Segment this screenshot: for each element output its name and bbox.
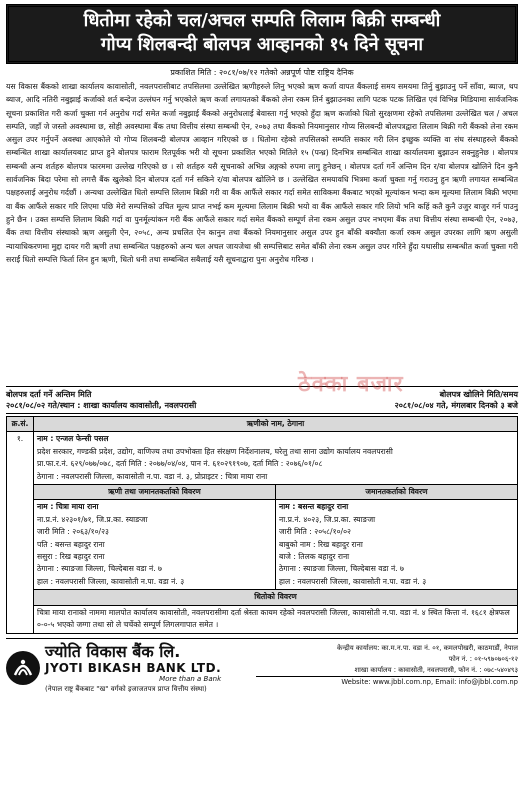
left-line: ठेगाना : स्याङजा जिल्ला, चिल्देबास वडा नं. ७ [37, 564, 162, 574]
borrower-registration: प्रदेश सरकार, गण्डकी प्रदेश, उद्योग, वाणिज्य तथा उपभोक्ता हित संरक्षण निर्देशनालय, घरेलु तथा साना उद्योग कार्यालय नवलपरासी [37, 446, 393, 456]
borrower-address: ठेगाना : नवलपरासी जिल्ला, कावासोती न.पा. वडा नं. ३, प्रोप्राइटर : चित्रा माया राना [37, 471, 268, 481]
sn-header: क्र.सं. [7, 417, 34, 432]
license-note: (नेपाल राष्ट्र बैंकबाट "ख" वर्गको इजाजतपत्र प्राप्त वित्तीय संस्था) [45, 684, 207, 693]
branch-office-address: शाखा कार्यालय : कावासोती, नवलपरासी, फोन नं. : ०७८-५४०४९३ [256, 665, 518, 677]
row-sn: १. [7, 432, 34, 633]
borrower-header: ऋणीको नाम, ठेगाना [34, 417, 518, 432]
borrower-name: नाम : एन्जल फेन्सी पसल [37, 434, 109, 444]
bank-address-block [256, 643, 518, 688]
right-line: बाजे : तिलक बहादुर राना [278, 552, 350, 562]
head-office-address: केन्द्रीय कार्यालय: का.म.न.पा. वडा नं. ०१, कमलपोखरी, काठमाडौं, नेपाल [337, 643, 518, 652]
right-line: बाबुको नाम : रिख बहादुर राना [278, 539, 363, 549]
open-date-value: २०८१/०८/०४ गते, मंगलबार दिनको ३ बजे [394, 401, 518, 410]
submit-deadline-label: बोलपत्र दर्ता गर्ने अन्तिम मिति [6, 390, 92, 399]
open-date-label: बोलपत्र खोलिने मिति/समय [439, 390, 518, 399]
publish-date: प्रकाशित मिति : २०८१/०७/१२ गतेको अन्नपूर्ण पोष्ट राष्ट्रिय दैनिक [170, 68, 354, 77]
deadline-values [6, 400, 518, 414]
bank-name-block [45, 643, 221, 694]
guarantor-right-header: जमानतकर्ताको विवरण [275, 485, 517, 500]
banner-title-line1: धितोमा रहेको चल/अचल सम्पति लिलाम बिक्री सम्बन्धी [83, 10, 441, 31]
bank-name-english: JYOTI BIKASH BANK LTD. [45, 660, 222, 675]
head-office-phone: फोन नं. : ०१-५९७०७०६-१२ [448, 654, 518, 663]
submit-deadline-value: २०८१/०८/०२ गते/स्थान : शाखा कार्यालय कावासोती, नवलपरासी [6, 401, 197, 410]
watermark-text: ठेक्का बजार [298, 372, 404, 397]
right-line: जारी मिति : २०५८/१०/०२ [278, 527, 351, 537]
website-email: Website: www.jbbl.com.np, Email: info@jbbl.com.np [341, 677, 518, 686]
left-line: पति : बसन्त बहादुर राना [37, 539, 105, 549]
borrower-details [34, 432, 518, 485]
notice-body: यस विकास बैंकको शाखा कार्यालय कावासोती, नवलपरासीबाट तपसिलमा उल्लेखित ऋणीहरुले लिनु भएको ऋण कर्जा वापत बैंकलाई समय समयमा तिर्नु बुझाउनु पर्ने साँवा, ब्याज, थप ब्याज, आदि नतिरी नबुझाई कर्जाको शर्त बन्देज उल्लंघन गर्नु भएकोले ऋण कर्जा लगायतको बैंकको लेना रकम तिर्न बुझाउनका लागि पटक पटक लिखित एवं विभिन्न मिडियामा सार्वजनिक सूचना प्रकाशित गरी कर्जा चुक्ता गर्न अनुरोध गर्दा समेत कर्जा नबुझाई बैंकको अनुरोधलाई बेवास्ता गर्नु भएको हुँदा ऋण कर्जाको धितो सुरक्षणमा रहेको तपसिलमा उल्लेखित चल / अचल सम्पति, जहाँ जे जस्तो अवस्थामा छ, सोही अवस्थामा बैंक तथा वित्तीय संस्था सम्बन्धी ऐन, २०७३ तथा बैंकको नियमानुसार गोप्य सिलबन्दी बोलपत्रद्वारा लिलाम बिक्री गरी बैंकको लेना रकम असुल उपर गर्नुपर्ने अवस्था आएकोले यो गोप्य शिलबन्दी बोलपत्र आव्हान गरिएको छ । धितोमा रहेको तपसिलको सम्पति सकार गरी लिन इच्छुक व्यक्ति वा संघ संस्थाहरुले बैंकको सम्बन्धित शाखा कार्यालयबाट प्राप्त हुने बोलपत्र फाराम रितपूर्वक भरी यो सूचना प्रकाशित भएको मितिले १५ (पन्ध्र) दिनभित्र सम्बन्धित शाखा कार्यालयमा बुझाउन सक्नुहुनेछ । बोलपत्र सम्बन्धी अन्य शर्तहरु बोलपत्र फारममा उल्लेख गरिएको छ । सो शर्तहरु यसै सूचनाको अभिन्न अङ्गको रुपमा लागु हुनेछन् । बोलपत्र दर्ता गर्ने अन्तिम दिन र/वा बोलपत्र खोलिने दिन कुनै सार्वजनिक बिदा परेमा सो लगत्तै बैंक खुलेको दिन बोलपत्र दर्ता गर्न सकिने र/वा बोलपत्र खोलिने छ । उल्लेखित समयावधि भित्रमा कर्जा चुक्ता गर्नु गराउनु हुन ऋणी लगायत सम्बन्धित पक्षहरुलाई अनुरोध गर्दछौं । अन्यथा उल्लेखित धितो सम्पत्ति लिलाम बिक्री गरी वा बैंक आफैंले सकार गर्दा समेत साविकमा बैंकबाट भएको मूल्यांकन भन्दा कम मूल्यमा लिलाम बिक्री भएमा वा बैंक आफैंले सकार गरि लिएमा पछि मेरो सम्पत्तिको उचित मूल्य प्राप्त नभई कम मूल्यमा लिलाम बिक्री भयो वा बैंक आफैंले सकार गरि लियो भनि कहिं कतै कुनै उजुर बाजुर गर्न पाउनु हुने छैन । उक्त सम्पत्ति लिलाम बिक्री गर्दा वा पुनर्मूल्यांकन गरी बैंक आफैंले सकार गर्दा समेत बैंकको सम्पूर्ण लेना रकम असुल उपर नभएमा बैंक तथा वित्तीय संस्था सम्बन्धी ऐन, २०७३, बैंक तथा वित्तीय संस्थाको ऋण असुली ऐन, २०५८, अन्य प्रचलित ऐन कानुन तथा बैंकको नियमानुसार असुल उपर हुन बाँकी बक्यौता कर्जा रकम असुल उपरका लागि ऋण असुली न्यायाधिकरणमा मुद्दा दायर गरी ऋणी तथा सम्बन्धित पक्षहरुको अन्य चल अचल जायजेथा श्री सम्पत्तिबाट समेत बाँकी लेना रकम असुल उपर गरिने हुँदा यथासीघ्र सम्बन्धीत कर्जा चुक्ता गरी सरार्ई धितो सम्पत्ति फिर्ता लिन हुन ऋणी, धितो धनी तथा सम्बन्धित सबैलाई यसै सूचनाद्वारा पुनः अनुरोध गरिन्छ । [6, 82, 518, 264]
banner-title-line2: गोप्य शिलबन्दी बोलपत्र आव्हानको १५ दिने सूचना [100, 34, 424, 55]
right-line: ना.प्र.नं. ४०२३, जि.प्र.का. स्याङजा [278, 514, 376, 524]
guarantor-left-details [34, 500, 276, 590]
bank-logo-block [6, 643, 256, 694]
jyoti-bank-logo-icon [6, 651, 40, 685]
bank-tagline: More than a Bank [159, 674, 222, 683]
left-line: जारी मिति : २०६३/१०/२३ [37, 527, 109, 537]
right-line: हाल : नवलपरासी जिल्ला, कावासोती न.पा. वडा नं. ३ [278, 576, 427, 586]
collateral-details: चित्रा माया रानाको नाममा मालपोत कार्यालय कावासोती, नवलपरासीमा दर्ता श्रेस्ता कायम रहेको नवलपरासी जिल्ला, कावासोती न.पा. वडा नं. ४ स्थित कित्ता नं. १६८१ क्षेत्रफल ०-०-५ भएको जग्गा तथा सो ले चर्चेको सम्पूर्ण लिगलगापात समेत । [34, 605, 518, 633]
borrower-table [6, 416, 518, 634]
collateral-header: धितोको विवरण [34, 590, 518, 605]
left-line: हाल : नवलपरासी जिल्ला, कावासोती न.पा. वडा नं. ३ [37, 576, 185, 586]
left-line: नाम : चित्रा माया राना [37, 502, 99, 512]
guarantor-left-header: ऋणी तथा जमानतकर्ताको विवरण [34, 485, 276, 500]
right-line: नाम : बसन्त बहादुर राना [278, 502, 349, 512]
borrower-reg-number: प्रा.फा.र.नं. ६२९/०७७/०७८, दर्ता मिति : २०७७/०४/०४, पान नं. ६१०२९१९०७, दर्ता मिति : २०७६/०१/०८ [37, 459, 323, 469]
left-line: ना.प्र.नं. ४२३०१/७१, जि.प्र.का. स्याङजा [37, 514, 148, 524]
right-line: ठेगाना : स्याङजा जिल्ला, चिल्देबास वडा नं. ७ [278, 564, 404, 574]
bank-name-nepali: ज्योति विकास बैंक लि. [45, 641, 181, 661]
notice-banner [6, 4, 518, 64]
deadline-labels [6, 386, 518, 400]
guarantor-right-details [275, 500, 517, 590]
footer [6, 638, 518, 694]
left-line: ससुरा : रिख बहादुर राना [37, 552, 105, 562]
